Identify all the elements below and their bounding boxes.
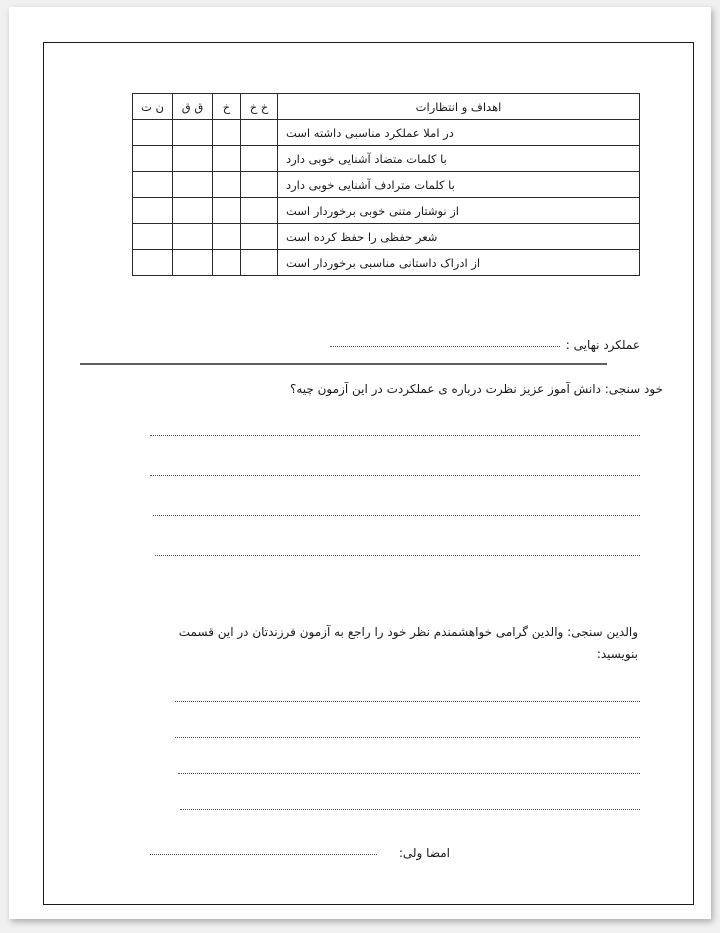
student-assessment-question: خود سنجی: دانش آموز عزیز نظرت درباره ی عملکردت در این آزمون چیه؟ (289, 382, 663, 396)
column-header-mark-2: خ (213, 94, 241, 120)
parent-answer-line[interactable] (178, 773, 640, 774)
mark-checkbox-cell[interactable] (241, 146, 278, 172)
column-header-mark-4: ن ت (133, 94, 173, 120)
mark-checkbox-cell[interactable] (213, 224, 241, 250)
student-answer-line[interactable] (153, 515, 640, 516)
mark-checkbox-cell[interactable] (241, 172, 278, 198)
mark-checkbox-cell[interactable] (133, 172, 173, 198)
mark-checkbox-cell[interactable] (173, 120, 213, 146)
mark-checkbox-cell[interactable] (133, 120, 173, 146)
goal-text: از نوشتار متنی خوبی برخوردار است (278, 198, 640, 224)
mark-checkbox-cell[interactable] (133, 250, 173, 276)
mark-checkbox-cell[interactable] (241, 120, 278, 146)
goal-text: از ادراک داستانی مناسبی برخوردار است (278, 250, 640, 276)
mark-checkbox-cell[interactable] (173, 172, 213, 198)
mark-checkbox-cell[interactable] (133, 198, 173, 224)
parent-assessment-question: والدین سنجی: والدین گرامی خواهشمندم نظر خود را راجع به آزمون فرزندتان در این قسمت بنویسید: (178, 625, 638, 662)
mark-checkbox-cell[interactable] (133, 146, 173, 172)
mark-checkbox-cell[interactable] (173, 224, 213, 250)
mark-checkbox-cell[interactable] (213, 172, 241, 198)
mark-checkbox-cell[interactable] (173, 250, 213, 276)
parent-answer-line[interactable] (175, 701, 640, 702)
mark-checkbox-cell[interactable] (213, 146, 241, 172)
mark-checkbox-cell[interactable] (213, 250, 241, 276)
student-answer-line[interactable] (150, 435, 640, 436)
table-row (133, 198, 640, 224)
assessment-table-container (133, 93, 640, 276)
table-header-row (133, 94, 640, 120)
section-divider-rule (80, 363, 607, 365)
page-content (44, 43, 693, 904)
student-answer-area (150, 435, 640, 595)
column-header-mark-1: خ خ (241, 94, 278, 120)
column-header-goals: اهداف و انتظارات (278, 94, 640, 120)
mark-checkbox-cell[interactable] (213, 120, 241, 146)
student-answer-line[interactable] (155, 555, 640, 556)
goal-text: با کلمات متضاد آشنایی خوبی دارد (278, 146, 640, 172)
parent-answer-line[interactable] (180, 809, 640, 810)
goal-text: در املا عملکرد مناسبی داشته است (278, 120, 640, 146)
parent-answer-line[interactable] (175, 737, 640, 738)
page-frame-border (43, 42, 694, 905)
mark-checkbox-cell[interactable] (173, 198, 213, 224)
goal-text: با کلمات مترادف آشنایی خوبی دارد (278, 172, 640, 198)
mark-checkbox-cell[interactable] (133, 224, 173, 250)
table-row (133, 224, 640, 250)
table-row (133, 120, 640, 146)
mark-checkbox-cell[interactable] (173, 146, 213, 172)
student-answer-line[interactable] (150, 475, 640, 476)
signature-label: امضا ولی: (398, 846, 450, 860)
table-row (133, 172, 640, 198)
final-performance-label: عملکرد نهایی : (565, 338, 640, 352)
paper-sheet (9, 7, 711, 919)
final-performance-input[interactable] (330, 336, 560, 347)
assessment-table (132, 93, 640, 276)
signature-input[interactable] (150, 845, 377, 855)
mark-checkbox-cell[interactable] (241, 250, 278, 276)
parent-answer-area (175, 701, 640, 845)
table-row (133, 146, 640, 172)
table-row (133, 250, 640, 276)
mark-checkbox-cell[interactable] (241, 198, 278, 224)
mark-checkbox-cell[interactable] (213, 198, 241, 224)
final-performance-row (113, 338, 640, 352)
signature-row (150, 846, 640, 860)
mark-checkbox-cell[interactable] (241, 224, 278, 250)
goal-text: شعر حفظی را حفظ کرده است (278, 224, 640, 250)
column-header-mark-3: ق ق (173, 94, 213, 120)
